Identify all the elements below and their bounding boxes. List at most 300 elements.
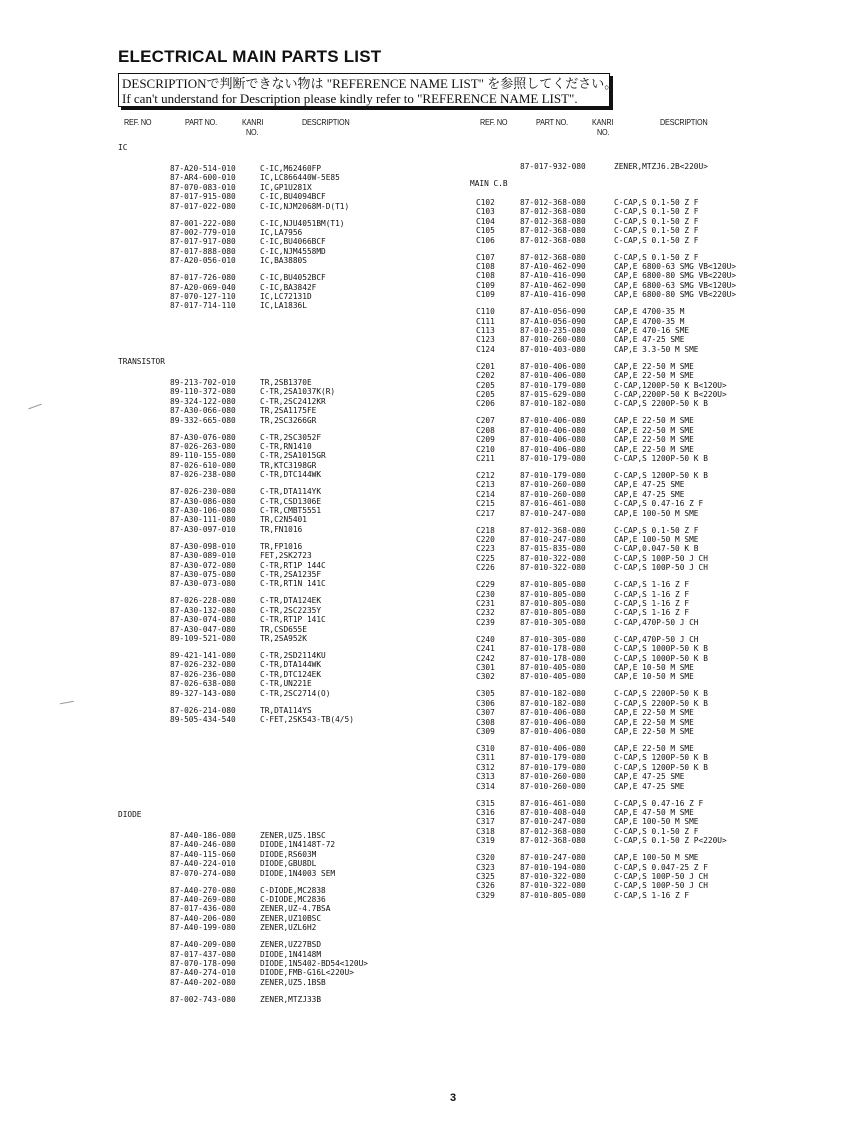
part-description: C-IC,NJU4051BM(T1) <box>260 218 345 228</box>
parts-row <box>476 672 806 681</box>
part-description: C-CAP,S 1-16 Z F <box>614 599 690 608</box>
part-description: C-IC,BU4052BCF <box>260 273 326 283</box>
part-number: 87-010-805-080 <box>520 580 586 590</box>
parts-row <box>170 596 500 605</box>
parts-row <box>476 663 806 672</box>
part-description: TR,2SC3266GR <box>260 415 317 425</box>
parts-row <box>170 950 500 959</box>
parts-row <box>476 426 806 435</box>
part-number: 87-017-714-110 <box>170 301 236 311</box>
parts-row <box>170 895 500 904</box>
parts-row <box>476 435 806 444</box>
part-description: DIODE,FMB-G16L<220U> <box>260 968 354 978</box>
part-number: 87-010-805-080 <box>520 589 586 599</box>
parts-row <box>170 396 500 409</box>
part-number: 87-070-274-080 <box>170 868 236 878</box>
part-number: 87-A10-056-090 <box>520 307 586 317</box>
parts-row <box>476 635 806 644</box>
part-description: CAP,E 6800-63 SMG VB<120U> <box>614 280 737 290</box>
part-number: 87-A40-224-010 <box>170 859 236 869</box>
part-number: 87-002-743-080 <box>170 994 236 1004</box>
part-number: 87-A30-074-080 <box>170 615 236 625</box>
parts-row <box>476 471 806 480</box>
part-description: C-CAP,S 0.1-50 Z F <box>614 525 699 535</box>
ref-number: C208 <box>476 425 495 435</box>
ref-number: C226 <box>476 563 495 573</box>
ref-number: C329 <box>476 890 495 900</box>
part-description: C-CAP,S 0.47-16 Z F <box>614 499 704 509</box>
parts-row <box>476 699 806 708</box>
ref-number: C301 <box>476 663 495 672</box>
parts-row <box>476 290 806 299</box>
parts-row <box>170 669 500 682</box>
part-description: C-CAP,S 2200P-50 K B <box>614 399 708 409</box>
part-description: C-TR,UN221E <box>260 679 312 689</box>
part-number: 87-010-247-080 <box>520 853 586 863</box>
part-number: 87-A40-270-080 <box>170 885 236 895</box>
parts-row <box>476 689 806 698</box>
parts-row <box>170 442 500 451</box>
part-number: 87-010-406-080 <box>520 727 586 736</box>
part-number: 87-A30-047-080 <box>170 624 236 634</box>
part-number: 87-070-083-010 <box>170 182 236 192</box>
note-line-japanese: DESCRIPTIONで判断できない物は "REFERENCE NAME LIST" を参照してください。 <box>122 76 618 91</box>
part-number: 89-109-521-080 <box>170 634 236 643</box>
ref-number: C213 <box>476 480 495 490</box>
parts-row <box>476 563 806 572</box>
parts-row <box>170 560 500 573</box>
ref-number: C202 <box>476 371 495 381</box>
part-description: CAP,E 100-50 M SME <box>614 817 699 827</box>
part-number: 87-010-406-080 <box>520 717 586 727</box>
ref-number: C317 <box>476 817 495 827</box>
part-description: CAP,E 6800-80 SMG VB<220U> <box>614 271 737 281</box>
part-description: C-DIODE,MC2836 <box>260 895 326 904</box>
part-number: 87-A30-098-010 <box>170 541 236 551</box>
parts-row <box>170 461 500 470</box>
part-number: 87-010-260-080 <box>520 489 586 499</box>
parts-row <box>476 281 806 290</box>
part-number: 87-010-247-080 <box>520 817 586 827</box>
parts-row <box>170 192 500 201</box>
part-description: ZENER,UZ10BSC <box>260 913 322 923</box>
note-line-english: If can't understand for Description please kindly refer to "REFERENCE NAME LIST". <box>122 91 578 106</box>
part-description: C-CAP,1200P-50 K B<120U> <box>614 380 727 390</box>
parts-row <box>170 378 500 387</box>
part-description: C-TR,2SD2114KU <box>260 651 326 660</box>
ref-number: C310 <box>476 744 495 753</box>
margin-mark <box>28 404 41 410</box>
ref-number: C239 <box>476 617 495 627</box>
parts-row <box>476 480 806 489</box>
ref-number: C314 <box>476 781 495 791</box>
part-number: 89-332-665-080 <box>170 415 236 425</box>
ref-number: C240 <box>476 634 495 644</box>
part-description: C-CAP,S 1200P-50 K B <box>614 753 708 763</box>
part-number: 89-324-122-080 <box>170 396 236 406</box>
part-number: 87-A40-269-080 <box>170 895 236 904</box>
part-description: C-CAP,2200P-50 K B<220U> <box>614 390 727 399</box>
ref-number: C201 <box>476 361 495 371</box>
part-description: C-CAP,S 0.1-50 Z F <box>614 235 699 245</box>
part-number: 87-017-436-080 <box>170 904 236 914</box>
part-description: C-CAP,S 0.1-50 Z P<220U> <box>614 836 727 846</box>
part-number: 87-A10-416-090 <box>520 290 586 300</box>
parts-row <box>476 782 806 791</box>
ref-number: C109 <box>476 290 495 300</box>
part-description: CAP,E 100-50 M SME <box>614 508 699 518</box>
left-header-no: NO. <box>246 127 259 137</box>
parts-row <box>170 256 500 265</box>
part-description: TR,CSD655E <box>260 624 307 634</box>
part-description: CAP,E 6800-63 SMG VB<120U> <box>614 262 737 271</box>
part-number: 87-001-222-080 <box>170 218 236 228</box>
part-description: C-CAP,S 1-16 Z F <box>614 589 690 599</box>
part-number: 87-A30-086-080 <box>170 496 236 506</box>
part-description: C-IC,NJM2068M-D(T1) <box>260 201 350 211</box>
parts-row <box>476 644 806 653</box>
part-description: C-CAP,S 0.1-50 Z F <box>614 226 699 236</box>
part-description: C-CAP,S 1-16 Z F <box>614 608 690 618</box>
parts-row <box>170 487 500 496</box>
ref-number: C124 <box>476 344 495 354</box>
parts-row <box>476 271 806 280</box>
part-description: C-FET,2SK543-TB(4/5) <box>260 715 354 724</box>
parts-row <box>170 496 500 509</box>
parts-row <box>476 345 806 354</box>
parts-row <box>476 580 806 589</box>
page-number: 3 <box>450 1092 457 1104</box>
part-number: 87-010-405-080 <box>520 672 586 682</box>
parts-row <box>170 850 500 859</box>
parts-row <box>170 541 500 554</box>
part-number: 87-002-779-010 <box>170 228 236 237</box>
part-number: 87-012-368-080 <box>520 826 586 836</box>
part-description: IC,LA1836L <box>260 301 307 311</box>
parts-row <box>170 651 500 660</box>
part-number: 87-A40-186-080 <box>170 831 236 840</box>
part-description: CAP,E 47-50 M SME <box>614 808 694 817</box>
part-description: TR,KTC3198GR <box>260 460 317 470</box>
part-number: 87-A20-069-040 <box>170 282 236 292</box>
parts-row <box>170 292 500 301</box>
ref-number: C105 <box>476 226 495 236</box>
parts-row <box>170 551 500 560</box>
ref-number: C205 <box>476 390 495 399</box>
parts-row <box>476 499 806 508</box>
part-number: 89-421-141-080 <box>170 651 236 660</box>
part-number: 87-010-194-080 <box>520 862 586 872</box>
ref-number: C218 <box>476 525 495 535</box>
part-number: 87-010-322-080 <box>520 553 586 563</box>
part-number: 87-012-368-080 <box>520 226 586 236</box>
parts-row <box>476 608 806 617</box>
part-number: 87-A10-416-090 <box>520 271 586 281</box>
part-description: C-CAP,S 2200P-50 K B <box>614 698 708 708</box>
part-number: 87-A30-132-080 <box>170 605 236 615</box>
part-number: 87-012-368-080 <box>520 207 586 217</box>
part-description: CAP,E 100-50 M SME <box>614 535 699 544</box>
parts-row <box>476 654 806 663</box>
parts-row <box>170 183 500 192</box>
part-number: 87-A30-073-080 <box>170 579 236 589</box>
reference-note-box <box>118 73 618 107</box>
parts-row <box>476 490 806 499</box>
part-description: CAP,E 22-50 M SME <box>614 435 694 445</box>
part-description: C-CAP,S 0.1-50 Z F <box>614 252 699 262</box>
parts-row <box>170 660 500 669</box>
ref-number: C223 <box>476 544 495 554</box>
part-description: C-TR,DTA144WK <box>260 660 322 670</box>
margin-mark <box>60 701 74 704</box>
parts-row <box>476 226 806 235</box>
parts-row <box>476 454 806 463</box>
ref-number: C108 <box>476 262 495 271</box>
part-number: 87-010-408-040 <box>520 808 586 817</box>
parts-row <box>170 470 500 479</box>
ref-number: C111 <box>476 316 495 326</box>
parts-row <box>476 618 806 627</box>
part-description: TR,C2N5401 <box>260 515 307 525</box>
ref-number: C108 <box>476 271 495 281</box>
part-description: C-TR,2SA1037K(R) <box>260 387 336 397</box>
part-description: CAP,E 47-25 SME <box>614 335 685 345</box>
part-number: 87-012-368-080 <box>520 235 586 245</box>
part-description: C-TR,2SC2412KR <box>260 396 326 406</box>
parts-row <box>170 715 500 724</box>
part-description: CAP,E 10-50 M SME <box>614 672 694 682</box>
parts-row <box>476 526 806 535</box>
part-description: DIODE,RS603M <box>260 849 317 859</box>
part-number: 87-010-322-080 <box>520 872 586 881</box>
part-description: C-CAP,S 100P-50 J CH <box>614 872 708 881</box>
parts-row <box>476 763 806 772</box>
part-description: CAP,E 22-50 M SME <box>614 444 694 454</box>
part-number: 89-110-372-080 <box>170 387 236 397</box>
ref-number: C318 <box>476 826 495 836</box>
part-description: ZENER,UZ-4.7BSA <box>260 904 331 914</box>
part-number: 87-010-179-080 <box>520 471 586 480</box>
ref-number: C241 <box>476 644 495 654</box>
part-number: 87-017-437-080 <box>170 949 236 959</box>
parts-row <box>476 207 806 216</box>
part-number: 87-015-629-080 <box>520 390 586 399</box>
part-description: C-TR,2SC3052F <box>260 432 322 442</box>
part-number: 87-017-888-080 <box>170 246 236 256</box>
part-description: C-CAP,S 100P-50 J CH <box>614 563 708 573</box>
parts-row <box>170 840 500 849</box>
parts-row <box>170 570 500 579</box>
parts-row <box>170 705 500 718</box>
parts-row <box>170 940 500 949</box>
part-number: 87-A30-072-080 <box>170 560 236 570</box>
part-description: C-CAP,S 2200P-50 K B <box>614 689 708 699</box>
ref-number: C242 <box>476 653 495 663</box>
part-number: 87-010-179-080 <box>520 762 586 772</box>
part-number: 87-070-127-110 <box>170 292 236 301</box>
part-number: 87-010-403-080 <box>520 344 586 354</box>
section-diode: DIODE <box>118 810 142 819</box>
part-number: 87-010-235-080 <box>520 326 586 335</box>
part-description: C-CAP,470P-50 J CH <box>614 634 699 644</box>
part-number: 87-A30-066-080 <box>170 406 236 416</box>
parts-row <box>170 515 500 524</box>
part-description: C-CAP,S 1000P-50 K B <box>614 644 708 654</box>
right-top-entry <box>520 143 708 181</box>
parts-row <box>476 198 806 207</box>
parts-row <box>476 891 806 900</box>
ref-number: C325 <box>476 872 495 881</box>
part-description: C-IC,BU4094BCF <box>260 192 326 202</box>
part-number: 87-A30-111-080 <box>170 515 236 525</box>
part-number: 87-A40-209-080 <box>170 940 236 950</box>
ref-number: C109 <box>476 280 495 290</box>
part-number: 87-010-260-080 <box>520 480 586 490</box>
ref-number: C215 <box>476 499 495 509</box>
part-number: 87-010-805-080 <box>520 599 586 608</box>
ref-number: C315 <box>476 798 495 808</box>
ref-number: C110 <box>476 307 495 317</box>
parts-row <box>476 535 806 544</box>
part-number: 87-010-406-080 <box>520 371 586 381</box>
part-number: 87-010-405-080 <box>520 663 586 672</box>
parts-row <box>170 978 500 987</box>
ref-number: C229 <box>476 580 495 590</box>
parts-row <box>170 679 500 688</box>
part-number: 87-AR4-600-010 <box>170 173 236 183</box>
parts-row <box>170 173 500 182</box>
part-description: TR,DTA114YS <box>260 705 312 715</box>
part-description: C-TR,DTC144WK <box>260 470 322 480</box>
ref-number: C302 <box>476 672 495 682</box>
part-description: TR,2SB1370E <box>260 378 312 387</box>
part-description: C-CAP,S 1-16 Z F <box>614 890 690 900</box>
parts-row <box>476 827 806 836</box>
part-number: 87-010-260-080 <box>520 781 586 791</box>
parts-row <box>170 273 500 282</box>
ref-number: C103 <box>476 207 495 217</box>
ref-number: C305 <box>476 689 495 699</box>
part-number: 87-A10-462-090 <box>520 280 586 290</box>
ref-number: C209 <box>476 435 495 445</box>
parts-row <box>476 881 806 890</box>
right-header-desc: DESCRIPTION <box>660 117 708 127</box>
part-description: CAP,E 22-50 M SME <box>614 425 694 435</box>
ref-number: C123 <box>476 335 495 345</box>
right-header-part: PART NO. <box>536 117 568 127</box>
part-description: CAP,E 10-50 M SME <box>614 663 694 672</box>
part-number: 87-016-461-080 <box>520 798 586 808</box>
parts-row <box>170 228 500 237</box>
part-number: 87-017-932-080 <box>520 161 586 171</box>
part-number: 87-A40-199-080 <box>170 923 236 933</box>
ref-number: C320 <box>476 853 495 863</box>
parts-row <box>476 381 806 390</box>
part-number: 87-012-368-080 <box>520 252 586 262</box>
part-description: C-CAP,S 0.1-50 Z F <box>614 198 699 207</box>
part-number: 87-010-179-080 <box>520 454 586 463</box>
section-main-cb: MAIN C.B <box>470 179 508 188</box>
parts-row <box>476 399 806 408</box>
ref-number: C211 <box>476 454 495 463</box>
parts-row <box>476 718 806 727</box>
part-description: IC,LA7956 <box>260 228 303 237</box>
part-description: C-TR,DTA114YK <box>260 487 322 497</box>
part-number: 87-A30-089-010 <box>170 551 236 561</box>
parts-row <box>476 599 806 608</box>
left-header-ref: REF. NO <box>124 117 152 127</box>
parts-row <box>476 808 806 817</box>
part-description: C-TR,CSD1306E <box>260 496 322 506</box>
parts-row <box>476 744 806 753</box>
part-number: 87-A30-097-010 <box>170 524 236 534</box>
parts-row <box>476 371 806 380</box>
parts-row <box>170 605 500 618</box>
ref-number: C106 <box>476 235 495 245</box>
part-description: C-TR,CMBT5551 <box>260 506 322 515</box>
part-number: 87-010-247-080 <box>520 508 586 518</box>
ref-number: C220 <box>476 535 495 544</box>
part-number: 87-A40-115-060 <box>170 849 236 859</box>
part-number: 87-010-406-080 <box>520 361 586 371</box>
part-number: 87-026-232-080 <box>170 660 236 670</box>
parts-row <box>170 216 500 228</box>
part-description: CAP,E 22-50 M SME <box>614 708 694 718</box>
parts-row <box>476 863 806 872</box>
part-description: FET,2SK2723 <box>260 551 312 561</box>
part-description: C-CAP,S 1-16 Z F <box>614 580 690 590</box>
section-transistor: TRANSISTOR <box>118 357 165 366</box>
part-description: C-CAP,S 100P-50 J CH <box>614 553 708 563</box>
part-description: DIODE,1N4148M <box>260 949 322 959</box>
part-description: DIODE,1N5402-BD54<120U> <box>260 959 368 968</box>
part-number: 87-010-305-080 <box>520 634 586 644</box>
ref-number: C210 <box>476 444 495 454</box>
part-number: 87-012-368-080 <box>520 836 586 846</box>
parts-row <box>476 836 806 845</box>
parts-row <box>476 590 806 599</box>
ref-number: C207 <box>476 416 495 426</box>
part-description: ZENER,UZL6H2 <box>260 923 317 933</box>
part-description: TR,2SA1175FE <box>260 406 317 416</box>
part-number: 87-010-305-080 <box>520 617 586 627</box>
parts-row <box>476 445 806 454</box>
parts-row <box>170 615 500 624</box>
part-description: DIODE,1N4148T-72 <box>260 840 336 850</box>
parts-row <box>476 262 806 271</box>
part-description: DIODE,1N4003 SEM <box>260 868 336 878</box>
part-number: 87-010-182-080 <box>520 399 586 409</box>
ref-number: C102 <box>476 198 495 207</box>
part-number: 87-A40-246-080 <box>170 840 236 850</box>
ref-number: C205 <box>476 380 495 390</box>
part-description: C-TR,RN1410 <box>260 442 312 451</box>
part-number: 87-026-214-080 <box>170 705 236 715</box>
part-number: 87-017-726-080 <box>170 273 236 283</box>
parts-row <box>170 904 500 913</box>
part-description: CAP,E 6800-80 SMG VB<220U> <box>614 290 737 300</box>
part-number: 87-017-022-080 <box>170 201 236 211</box>
part-description: IC,GP1U281X <box>260 182 312 192</box>
right-header-kanri: KANRI <box>592 117 614 127</box>
parts-row <box>476 727 806 736</box>
part-description: C-CAP,0.047-50 K B <box>614 544 699 554</box>
part-description: C-TR,DTC124EK <box>260 669 322 679</box>
parts-row <box>170 886 500 895</box>
part-description: CAP,E 22-50 M SME <box>614 744 694 753</box>
part-description: CAP,E 47-25 SME <box>614 489 685 499</box>
ref-number: C107 <box>476 252 495 262</box>
